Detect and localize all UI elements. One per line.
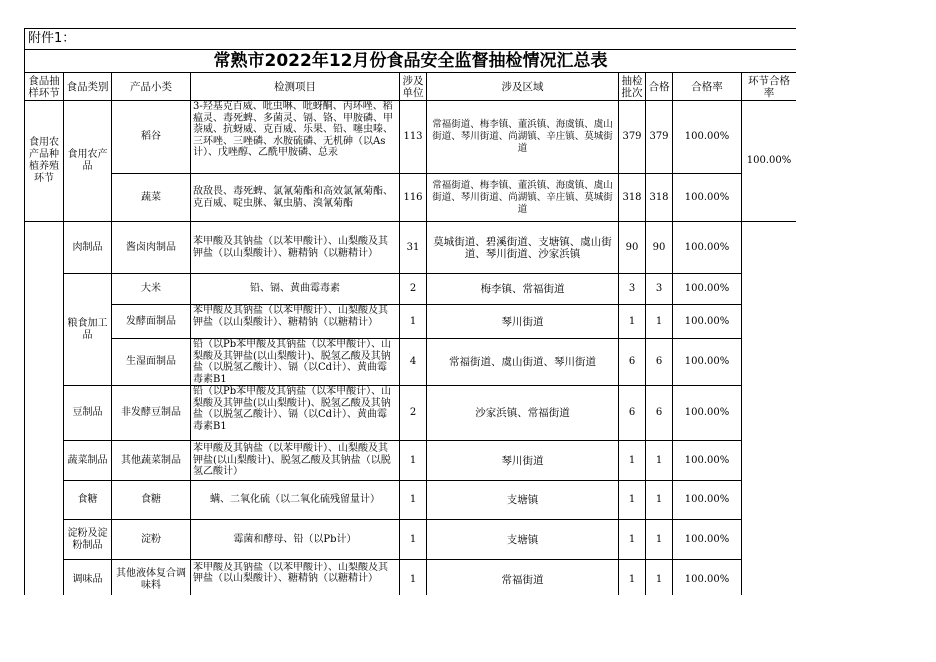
units-cell: 2 bbox=[400, 386, 427, 441]
table-row bbox=[25, 520, 797, 560]
table-row bbox=[25, 339, 797, 386]
batches-cell: 1 bbox=[619, 481, 646, 520]
test-items-text: 苯甲酸及其钠盐（以苯甲酸计）、山梨酸及其钾盐（以山梨酸计）、糖精钠（以糖精计） bbox=[193, 561, 388, 584]
qualified-cell: 1 bbox=[646, 305, 673, 339]
category-cell: 调味品 bbox=[64, 560, 112, 596]
subcategory-cell: 其他蔬菜制品 bbox=[112, 441, 191, 481]
table-row bbox=[25, 101, 797, 174]
category-cell: 淀粉及淀粉制品 bbox=[64, 520, 112, 560]
category-cell: 食用农产品 bbox=[64, 101, 112, 222]
test-items-text: 铅（以Pb苯甲酸及其钠盐（以苯甲酸计）、山梨酸及其钾盐(以山梨酸计)、脱氢乙酸及其钠盐（以脱氢乙酸计）、镉（以Cd计）、黄曲霉毒素B1 bbox=[193, 339, 392, 385]
subcategory-cell: 生湿面制品 bbox=[112, 339, 191, 386]
category-cell: 肉制品 bbox=[64, 222, 112, 274]
stage-cell-empty bbox=[25, 222, 64, 596]
pass-rate-cell: 100.00% bbox=[673, 481, 742, 520]
test-items-text: 铅（以Pb苯甲酸及其钠盐（以苯甲酸计）、山梨酸及其钾盐(以山梨酸计)、脱氢乙酸及其钠盐（以脱氢乙酸计）、镉（以Cd计）、黄曲霉毒素B1 bbox=[193, 386, 392, 432]
header-units-involved: 涉及单位 bbox=[400, 73, 427, 101]
category-cell: 粮食加工品 bbox=[64, 274, 112, 386]
areas-cell: 琴川街道 bbox=[427, 441, 619, 481]
stage-pass-rate-cell-empty bbox=[742, 222, 797, 596]
test-items-cell: 螨、二氧化硫（以二氧化硫残留量计） bbox=[191, 481, 400, 520]
subcategory-cell: 酱卤肉制品 bbox=[112, 222, 191, 274]
header-batches: 抽检批次 bbox=[619, 73, 646, 101]
batches-cell: 6 bbox=[619, 339, 646, 386]
table-row bbox=[25, 305, 797, 339]
stage-pass-rate-cell: 100.00% bbox=[742, 101, 797, 222]
areas-cell: 琴川街道 bbox=[427, 305, 619, 339]
areas-cell: 莫城街道、碧溪街道、支塘镇、虞山街道、琴川街道、沙家浜镇 bbox=[427, 222, 619, 274]
header-test-items: 检测项目 bbox=[191, 73, 400, 101]
qualified-cell: 1 bbox=[646, 520, 673, 560]
qualified-cell: 1 bbox=[646, 560, 673, 596]
qualified-cell: 1 bbox=[646, 481, 673, 520]
pass-rate-cell: 100.00% bbox=[673, 339, 742, 386]
test-items-cell: 铅、镉、黄曲霉毒素 bbox=[191, 274, 400, 305]
category-cell: 豆制品 bbox=[64, 386, 112, 441]
table-row bbox=[25, 386, 797, 441]
batches-cell: 6 bbox=[619, 386, 646, 441]
pass-rate-cell: 100.00% bbox=[673, 441, 742, 481]
attachment-label: 附件1： bbox=[25, 29, 797, 50]
subcategory-cell: 稻谷 bbox=[112, 101, 191, 174]
qualified-cell: 318 bbox=[646, 174, 673, 222]
test-items-cell bbox=[191, 339, 400, 386]
areas-cell: 支塘镇 bbox=[427, 481, 619, 520]
units-cell: 4 bbox=[400, 339, 427, 386]
qualified-cell: 379 bbox=[646, 101, 673, 174]
subcategory-cell: 食糖 bbox=[112, 481, 191, 520]
areas-cell: 梅李镇、常福街道 bbox=[427, 274, 619, 305]
table-row bbox=[25, 222, 797, 274]
batches-cell: 318 bbox=[619, 174, 646, 222]
test-items-cell bbox=[191, 101, 400, 174]
batches-cell: 90 bbox=[619, 222, 646, 274]
units-cell: 1 bbox=[400, 481, 427, 520]
qualified-cell: 6 bbox=[646, 339, 673, 386]
header-stage-pass-rate: 环节合格率 bbox=[742, 73, 797, 101]
test-items-cell bbox=[191, 305, 400, 339]
spreadsheet bbox=[24, 28, 796, 595]
table-row bbox=[25, 274, 797, 305]
batches-cell: 1 bbox=[619, 441, 646, 481]
header-food-category: 食品类别 bbox=[64, 73, 112, 101]
pass-rate-cell: 100.00% bbox=[673, 305, 742, 339]
header-sampling-stage: 食品抽样环节 bbox=[25, 73, 64, 101]
units-cell: 1 bbox=[400, 560, 427, 596]
header-pass-rate: 合格率 bbox=[673, 73, 742, 101]
test-items-cell bbox=[191, 560, 400, 596]
areas-cell: 常福街道、梅李镇、董浜镇、海虞镇、虞山街道、琴川街道、尚湖镇、辛庄镇、莫城街道 bbox=[427, 101, 619, 174]
pass-rate-cell: 100.00% bbox=[673, 386, 742, 441]
batches-cell: 1 bbox=[619, 520, 646, 560]
units-cell: 2 bbox=[400, 274, 427, 305]
header-product-subcategory: 产品小类 bbox=[112, 73, 191, 101]
pass-rate-cell: 100.00% bbox=[673, 560, 742, 596]
header-row bbox=[25, 73, 797, 101]
test-items-cell: 苯甲酸及其钠盐（以苯甲酸计）、山梨酸及其钾盐（以山梨酸计）、糖精钠（以糖精计） bbox=[191, 222, 400, 274]
batches-cell: 3 bbox=[619, 274, 646, 305]
test-items-cell: 敌敌畏、毒死蜱、氯氰菊酯和高效氯氰菊酯、克百威、啶虫脒、氟虫腈、溴氰菊酯 bbox=[191, 174, 400, 222]
areas-cell: 支塘镇 bbox=[427, 520, 619, 560]
areas-cell: 沙家浜镇、常福街道 bbox=[427, 386, 619, 441]
units-cell: 1 bbox=[400, 305, 427, 339]
table-row bbox=[25, 481, 797, 520]
qualified-cell: 6 bbox=[646, 386, 673, 441]
pass-rate-cell: 100.00% bbox=[673, 174, 742, 222]
areas-cell: 常福街道、虞山街道、琴川街道 bbox=[427, 339, 619, 386]
test-items-text: 3-羟基克百威、吡虫啉、吡蚜酮、丙环唑、稻瘟灵、毒死蜱、多菌灵、镉、铬、甲胺磷、甲萘威、抗蚜威、克百威、乐果、铅、噻虫嗪、三环唑、三唑磷、水胺硫磷、无机砷（以As计）、戊唑醇、乙酰甲胺磷、总汞 bbox=[193, 101, 393, 158]
batches-cell: 1 bbox=[619, 560, 646, 596]
subcategory-cell: 淀粉 bbox=[112, 520, 191, 560]
subcategory-cell: 非发酵豆制品 bbox=[112, 386, 191, 441]
category-cell: 蔬菜制品 bbox=[64, 441, 112, 481]
test-items-cell bbox=[191, 386, 400, 441]
test-items-cell: 苯甲酸及其钠盐（以苯甲酸计）、山梨酸及其钾盐(以山梨酸计)、脱氢乙酸及其钠盐（以脱氢乙酸计） bbox=[191, 441, 400, 481]
batches-cell: 1 bbox=[619, 305, 646, 339]
test-items-text: 苯甲酸及其钠盐（以苯甲酸计）、山梨酸及其钾盐（以山梨酸计）、糖精钠（以糖精计） bbox=[193, 305, 388, 328]
qualified-cell: 90 bbox=[646, 222, 673, 274]
pass-rate-cell: 100.00% bbox=[673, 222, 742, 274]
table-row bbox=[25, 174, 797, 222]
subcategory-cell: 大米 bbox=[112, 274, 191, 305]
stage-cell: 食用农产品种植养殖环节 bbox=[25, 101, 64, 222]
header-areas-involved: 涉及区域 bbox=[427, 73, 619, 101]
units-cell: 1 bbox=[400, 520, 427, 560]
subcategory-cell: 发酵面制品 bbox=[112, 305, 191, 339]
test-items-cell: 霉菌和酵母、铅（以Pb计） bbox=[191, 520, 400, 560]
qualified-cell: 3 bbox=[646, 274, 673, 305]
summary-table bbox=[24, 28, 796, 595]
subcategory-cell: 其他液体复合调味料 bbox=[112, 560, 191, 596]
batches-cell: 379 bbox=[619, 101, 646, 174]
attachment-row bbox=[25, 29, 797, 50]
areas-cell: 常福街道、梅李镇、董浜镇、海虞镇、虞山街道、琴川街道、尚湖镇、辛庄镇、莫城街道 bbox=[427, 174, 619, 222]
pass-rate-cell: 100.00% bbox=[673, 520, 742, 560]
qualified-cell: 1 bbox=[646, 441, 673, 481]
units-cell: 1 bbox=[400, 441, 427, 481]
units-cell: 116 bbox=[400, 174, 427, 222]
table-row bbox=[25, 441, 797, 481]
units-cell: 113 bbox=[400, 101, 427, 174]
subcategory-cell: 蔬菜 bbox=[112, 174, 191, 222]
units-cell: 31 bbox=[400, 222, 427, 274]
table-row bbox=[25, 560, 797, 596]
category-cell: 食糖 bbox=[64, 481, 112, 520]
pass-rate-cell: 100.00% bbox=[673, 274, 742, 305]
areas-cell: 常福街道 bbox=[427, 560, 619, 596]
pass-rate-cell: 100.00% bbox=[673, 101, 742, 174]
page-title: 常熟市2022年12月份食品安全监督抽检情况汇总表 bbox=[25, 50, 797, 73]
title-row bbox=[25, 50, 797, 73]
header-qualified: 合格 bbox=[646, 73, 673, 101]
